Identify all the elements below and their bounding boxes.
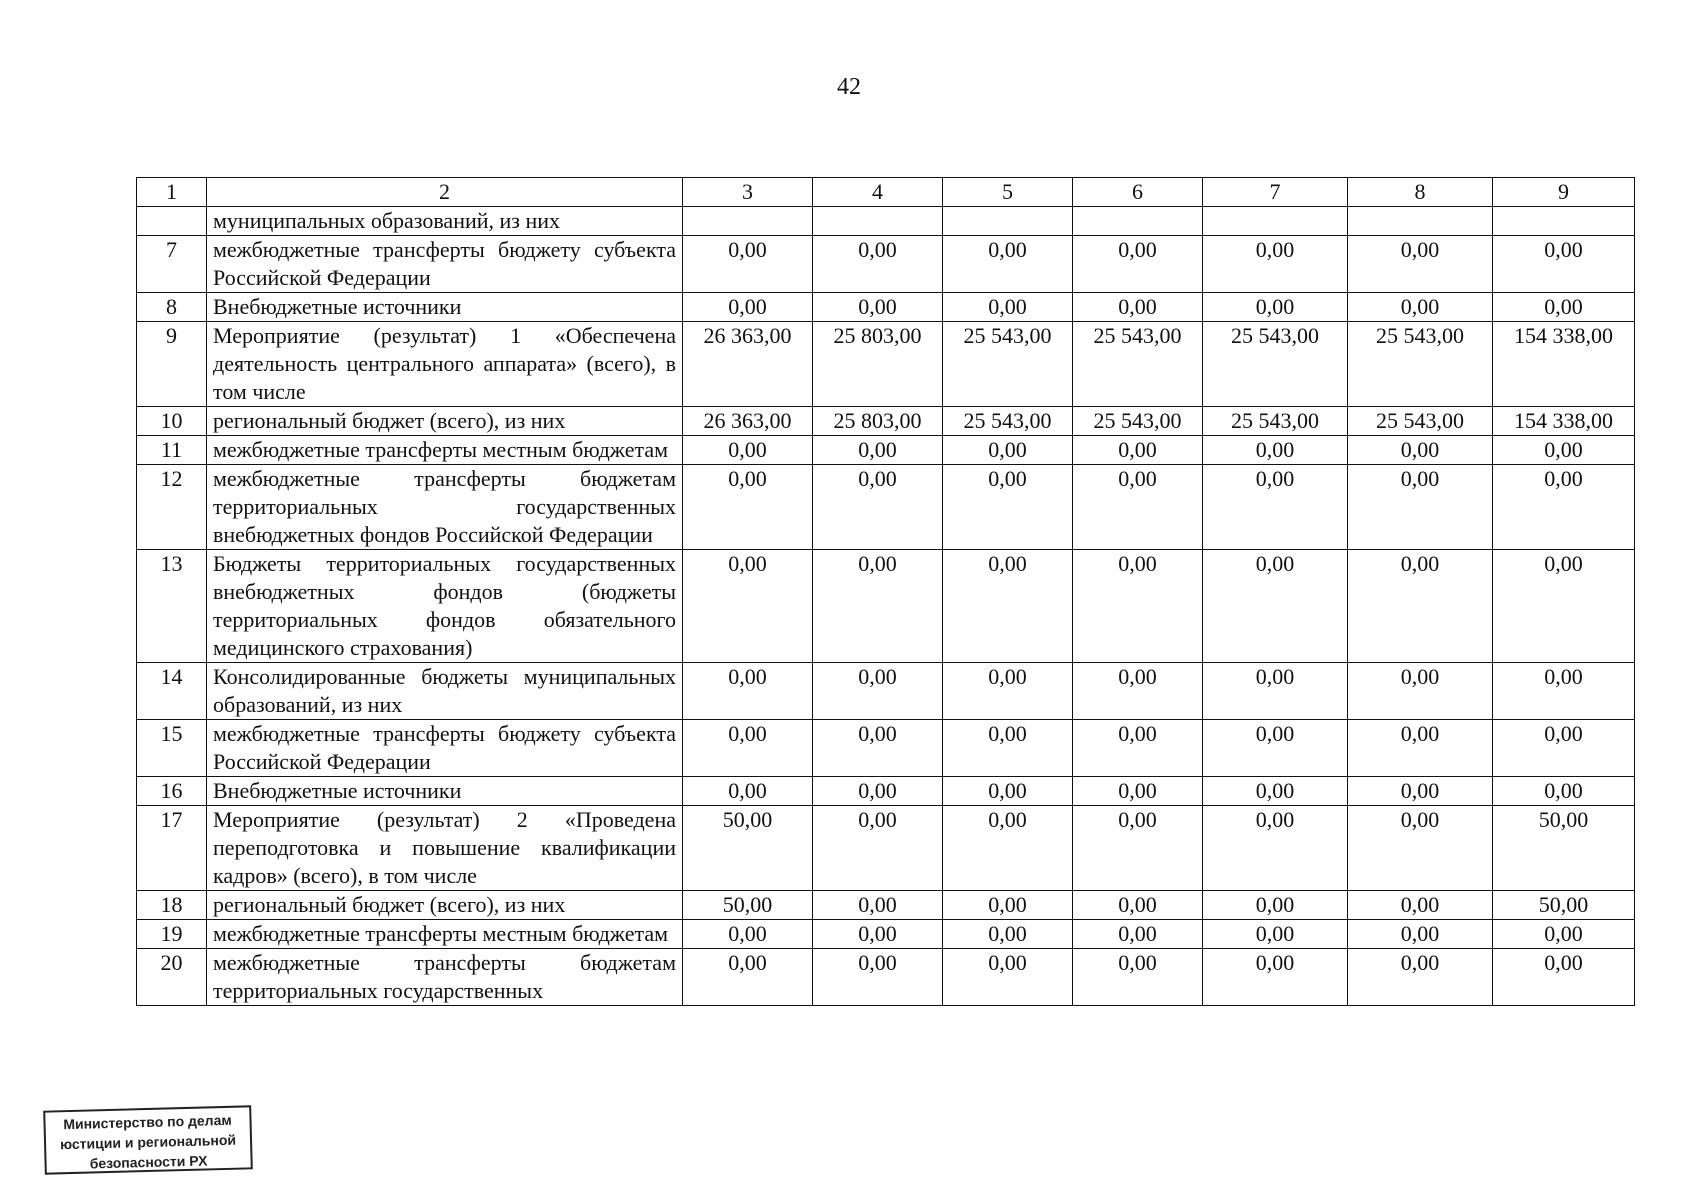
value-cell: 0,00 bbox=[813, 436, 943, 465]
value-cell: 0,00 bbox=[1203, 949, 1348, 1006]
value-cell: 0,00 bbox=[683, 949, 813, 1006]
value-cell: 0,00 bbox=[1073, 720, 1203, 777]
table-row bbox=[137, 949, 1635, 1006]
row-name-cell: межбюджетные трансферты местным бюджетам bbox=[207, 436, 683, 465]
value-cell: 0,00 bbox=[1493, 949, 1635, 1006]
table-row bbox=[137, 550, 1635, 663]
header-cell: 2 bbox=[207, 178, 683, 207]
table-row bbox=[137, 777, 1635, 806]
value-cell: 25 543,00 bbox=[1073, 407, 1203, 436]
value-cell: 25 543,00 bbox=[1073, 322, 1203, 407]
value-cell: 50,00 bbox=[683, 891, 813, 920]
stamp-line: Министерство по делам bbox=[63, 1111, 232, 1133]
row-number-cell: 8 bbox=[137, 293, 207, 322]
value-cell bbox=[1348, 207, 1493, 236]
value-cell: 0,00 bbox=[1348, 293, 1493, 322]
value-cell: 0,00 bbox=[1348, 550, 1493, 663]
row-number-cell: 19 bbox=[137, 920, 207, 949]
value-cell: 0,00 bbox=[1493, 550, 1635, 663]
value-cell: 0,00 bbox=[1073, 550, 1203, 663]
row-number-cell bbox=[137, 207, 207, 236]
table-row bbox=[137, 465, 1635, 550]
table-row bbox=[137, 720, 1635, 777]
value-cell: 0,00 bbox=[1493, 663, 1635, 720]
value-cell: 0,00 bbox=[1203, 891, 1348, 920]
value-cell: 0,00 bbox=[683, 436, 813, 465]
value-cell: 154 338,00 bbox=[1493, 322, 1635, 407]
value-cell: 0,00 bbox=[1203, 465, 1348, 550]
value-cell: 0,00 bbox=[1348, 720, 1493, 777]
value-cell: 0,00 bbox=[1348, 663, 1493, 720]
row-name-cell: Мероприятие (результат) 2 «Проведена переподготовка и повышение квалификации кадров» (всего), в том числе bbox=[207, 806, 683, 891]
value-cell: 0,00 bbox=[683, 236, 813, 293]
row-number-cell: 18 bbox=[137, 891, 207, 920]
value-cell: 0,00 bbox=[1493, 777, 1635, 806]
table-row bbox=[137, 436, 1635, 465]
ministry-stamp bbox=[43, 1105, 253, 1174]
value-cell: 25 543,00 bbox=[1203, 322, 1348, 407]
value-cell: 0,00 bbox=[1348, 236, 1493, 293]
value-cell: 0,00 bbox=[813, 293, 943, 322]
value-cell: 0,00 bbox=[1073, 777, 1203, 806]
header-cell: 1 bbox=[137, 178, 207, 207]
value-cell: 0,00 bbox=[1203, 806, 1348, 891]
value-cell: 0,00 bbox=[943, 720, 1073, 777]
value-cell: 0,00 bbox=[813, 720, 943, 777]
page-number: 42 bbox=[837, 74, 861, 100]
row-name-cell: Внебюджетные источники bbox=[207, 293, 683, 322]
header-cell: 5 bbox=[943, 178, 1073, 207]
row-name-cell: межбюджетные трансферты бюджетам территориальных государственных внебюджетных фондов Российской Федерации bbox=[207, 465, 683, 550]
value-cell: 0,00 bbox=[683, 920, 813, 949]
value-cell: 0,00 bbox=[683, 465, 813, 550]
value-cell: 0,00 bbox=[1073, 806, 1203, 891]
value-cell: 0,00 bbox=[813, 777, 943, 806]
value-cell: 0,00 bbox=[1348, 777, 1493, 806]
row-name-cell: Мероприятие (результат) 1 «Обеспечена деятельность центрального аппарата» (всего), в том числе bbox=[207, 322, 683, 407]
value-cell: 0,00 bbox=[1493, 920, 1635, 949]
value-cell: 0,00 bbox=[943, 550, 1073, 663]
header-cell: 9 bbox=[1493, 178, 1635, 207]
value-cell: 0,00 bbox=[943, 465, 1073, 550]
value-cell: 154 338,00 bbox=[1493, 407, 1635, 436]
value-cell: 0,00 bbox=[1203, 663, 1348, 720]
row-number-cell: 17 bbox=[137, 806, 207, 891]
value-cell: 0,00 bbox=[1203, 293, 1348, 322]
header-cell: 4 bbox=[813, 178, 943, 207]
value-cell: 0,00 bbox=[813, 806, 943, 891]
value-cell bbox=[813, 207, 943, 236]
row-number-cell: 10 bbox=[137, 407, 207, 436]
row-name-cell: региональный бюджет (всего), из них bbox=[207, 891, 683, 920]
table-row bbox=[137, 207, 1635, 236]
stamp-line: юстиции и региональной bbox=[59, 1131, 237, 1153]
value-cell: 0,00 bbox=[813, 949, 943, 1006]
value-cell: 25 543,00 bbox=[1348, 407, 1493, 436]
value-cell: 0,00 bbox=[1348, 465, 1493, 550]
value-cell: 0,00 bbox=[943, 777, 1073, 806]
value-cell: 0,00 bbox=[1203, 550, 1348, 663]
row-name-cell: межбюджетные трансферты бюджету субъекта Российской Федерации bbox=[207, 236, 683, 293]
value-cell: 25 803,00 bbox=[813, 322, 943, 407]
row-number-cell: 11 bbox=[137, 436, 207, 465]
header-cell: 6 bbox=[1073, 178, 1203, 207]
budget-table bbox=[136, 177, 1635, 1006]
value-cell: 50,00 bbox=[1493, 806, 1635, 891]
value-cell: 0,00 bbox=[683, 550, 813, 663]
table-row bbox=[137, 236, 1635, 293]
row-number-cell: 16 bbox=[137, 777, 207, 806]
value-cell: 0,00 bbox=[1203, 920, 1348, 949]
value-cell: 0,00 bbox=[1203, 777, 1348, 806]
row-number-cell: 7 bbox=[137, 236, 207, 293]
value-cell: 0,00 bbox=[943, 236, 1073, 293]
value-cell: 0,00 bbox=[1073, 236, 1203, 293]
value-cell: 25 543,00 bbox=[1348, 322, 1493, 407]
row-number-cell: 14 bbox=[137, 663, 207, 720]
header-row bbox=[137, 178, 1635, 207]
value-cell: 0,00 bbox=[1493, 236, 1635, 293]
value-cell: 0,00 bbox=[943, 891, 1073, 920]
value-cell: 0,00 bbox=[1073, 465, 1203, 550]
value-cell: 0,00 bbox=[1203, 720, 1348, 777]
row-name-cell: межбюджетные трансферты местным бюджетам bbox=[207, 920, 683, 949]
value-cell: 25 803,00 bbox=[813, 407, 943, 436]
table-row bbox=[137, 322, 1635, 407]
value-cell: 0,00 bbox=[1073, 891, 1203, 920]
row-number-cell: 15 bbox=[137, 720, 207, 777]
value-cell: 0,00 bbox=[813, 891, 943, 920]
value-cell: 0,00 bbox=[943, 436, 1073, 465]
value-cell: 25 543,00 bbox=[1203, 407, 1348, 436]
row-number-cell: 12 bbox=[137, 465, 207, 550]
value-cell: 25 543,00 bbox=[943, 407, 1073, 436]
value-cell: 0,00 bbox=[1073, 949, 1203, 1006]
value-cell: 50,00 bbox=[1493, 891, 1635, 920]
value-cell bbox=[683, 207, 813, 236]
value-cell: 0,00 bbox=[1203, 436, 1348, 465]
value-cell: 0,00 bbox=[683, 293, 813, 322]
table-row bbox=[137, 293, 1635, 322]
table-row bbox=[137, 891, 1635, 920]
value-cell: 0,00 bbox=[943, 663, 1073, 720]
value-cell: 0,00 bbox=[943, 293, 1073, 322]
table-row bbox=[137, 407, 1635, 436]
value-cell: 26 363,00 bbox=[683, 322, 813, 407]
header-cell: 3 bbox=[683, 178, 813, 207]
value-cell: 0,00 bbox=[1348, 920, 1493, 949]
table-row bbox=[137, 806, 1635, 891]
row-number-cell: 9 bbox=[137, 322, 207, 407]
row-name-cell: Внебюджетные источники bbox=[207, 777, 683, 806]
value-cell: 0,00 bbox=[683, 663, 813, 720]
row-number-cell: 13 bbox=[137, 550, 207, 663]
value-cell: 0,00 bbox=[1348, 436, 1493, 465]
value-cell: 0,00 bbox=[813, 920, 943, 949]
value-cell: 25 543,00 bbox=[943, 322, 1073, 407]
value-cell: 0,00 bbox=[1493, 436, 1635, 465]
stamp-line: безопасности РХ bbox=[89, 1152, 208, 1172]
value-cell: 0,00 bbox=[683, 720, 813, 777]
row-name-cell: Консолидированные бюджеты муниципальных образований, из них bbox=[207, 663, 683, 720]
value-cell: 0,00 bbox=[813, 465, 943, 550]
value-cell: 0,00 bbox=[1348, 949, 1493, 1006]
row-name-cell: межбюджетные трансферты бюджетам территориальных государственных bbox=[207, 949, 683, 1006]
table-row bbox=[137, 663, 1635, 720]
row-name-cell: региональный бюджет (всего), из них bbox=[207, 407, 683, 436]
value-cell bbox=[1203, 207, 1348, 236]
value-cell: 0,00 bbox=[1493, 293, 1635, 322]
value-cell: 0,00 bbox=[683, 777, 813, 806]
value-cell: 0,00 bbox=[1073, 920, 1203, 949]
row-name-cell: Бюджеты территориальных государственных внебюджетных фондов (бюджеты территориальных фондов обязательного медицинского страхования) bbox=[207, 550, 683, 663]
value-cell: 50,00 bbox=[683, 806, 813, 891]
value-cell: 0,00 bbox=[813, 663, 943, 720]
value-cell: 0,00 bbox=[813, 550, 943, 663]
row-number-cell: 20 bbox=[137, 949, 207, 1006]
header-cell: 8 bbox=[1348, 178, 1493, 207]
value-cell: 0,00 bbox=[1493, 720, 1635, 777]
value-cell: 0,00 bbox=[943, 949, 1073, 1006]
value-cell bbox=[1493, 207, 1635, 236]
value-cell: 0,00 bbox=[813, 236, 943, 293]
value-cell: 0,00 bbox=[1203, 236, 1348, 293]
value-cell: 0,00 bbox=[943, 920, 1073, 949]
value-cell: 0,00 bbox=[1073, 293, 1203, 322]
value-cell: 0,00 bbox=[1493, 465, 1635, 550]
value-cell: 0,00 bbox=[1073, 436, 1203, 465]
value-cell: 0,00 bbox=[1073, 663, 1203, 720]
header-cell: 7 bbox=[1203, 178, 1348, 207]
row-name-cell: муниципальных образований, из них bbox=[207, 207, 683, 236]
value-cell: 26 363,00 bbox=[683, 407, 813, 436]
value-cell: 0,00 bbox=[1348, 891, 1493, 920]
value-cell: 0,00 bbox=[1348, 806, 1493, 891]
value-cell: 0,00 bbox=[943, 806, 1073, 891]
row-name-cell: межбюджетные трансферты бюджету субъекта Российской Федерации bbox=[207, 720, 683, 777]
value-cell bbox=[943, 207, 1073, 236]
value-cell bbox=[1073, 207, 1203, 236]
table-row bbox=[137, 920, 1635, 949]
